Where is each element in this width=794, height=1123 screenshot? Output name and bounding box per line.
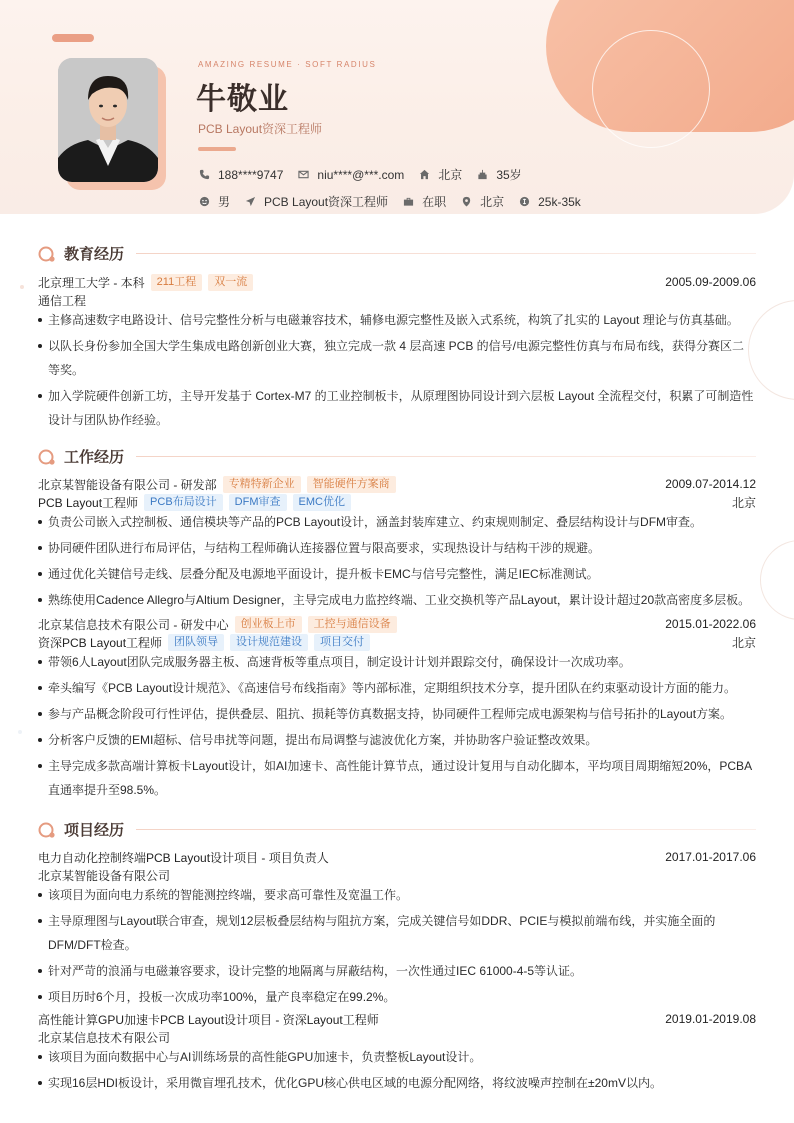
contact-email <box>297 168 404 182</box>
phone-text: 188****9747 <box>218 167 284 182</box>
job-date: 2009.07-2014.12 <box>665 477 756 491</box>
gender-text: 男 <box>218 195 231 209</box>
briefcase-icon <box>402 196 414 208</box>
job-city: 北京 <box>731 635 756 650</box>
list-item: 主修高速数字电路设计、信号完整性分析与电磁兼容技术，辅修电源完整性及嵌入式系统，构筑了扎实的 Layout 理论与仿真基础。 <box>38 308 756 332</box>
list-item: 实现16层HDI板设计，采用微盲埋孔技术，优化GPU核心供电区域的电源分配网络，将纹波噪声控制在±20mV以内。 <box>38 1071 756 1095</box>
section-icon <box>38 245 56 263</box>
title-underline <box>198 147 236 151</box>
profile-photo-frame <box>58 58 158 182</box>
list-item: 负责公司嵌入式控制板、通信模块等产品的PCB Layout设计，涵盖封装库建立、约束规则制定、叠层结构设计与DFM审查。 <box>38 510 756 534</box>
section-icon <box>38 448 56 466</box>
school-tag: 211工程 <box>151 274 203 291</box>
project-org: 北京某信息技术有限公司 <box>38 1030 171 1045</box>
list-item: 带领6人Layout团队完成服务器主板、高速背板等重点项目，制定设计计划并跟踪交付，确保设计一次成功率。 <box>38 650 756 674</box>
project-org-row <box>38 1028 756 1046</box>
email-text: niu****@***.com <box>317 167 405 182</box>
detail-gender <box>198 193 230 210</box>
list-item: 主导原理图与Layout联合审查，规划12层板叠层结构与阻抗方案，完成关键信号如DDR、PCIE与模拟前端布线，并实施全面的DFM/DFT检查。 <box>38 909 756 957</box>
section-divider <box>136 456 756 457</box>
job-entry-head <box>38 615 756 633</box>
list-item: 项目历时6个月，投板一次成功率100%，量产良率稳定在99.2%。 <box>38 985 756 1009</box>
list-item: 针对严苛的浪涌与电磁兼容要求，设计完整的地隔离与屏蔽结构，一次性通过IEC 61000-4-5等认证。 <box>38 959 756 983</box>
decorative-ring <box>592 30 710 148</box>
job-role-row <box>38 633 756 651</box>
role-tag: DFM审查 <box>229 494 287 511</box>
send-icon <box>244 196 256 208</box>
section-work-title <box>38 446 756 467</box>
list-item: 以队长身份参加全国大学生集成电路创新创业大赛，独立完成一款 4 层高速 PCB 的信号/电源完整性仿真与布局布线，获得分赛区二等奖。 <box>38 334 756 382</box>
section-education-title <box>38 243 756 264</box>
home-icon <box>418 169 430 181</box>
status-text: 在职 <box>422 195 447 209</box>
education-major-row <box>38 291 756 309</box>
city-text: 北京 <box>438 168 463 182</box>
decorative-ring-right-lower <box>760 540 794 620</box>
decorative-dot <box>18 730 22 734</box>
school-tag: 双一流 <box>208 274 253 291</box>
list-item: 协同硬件团队进行布局评估，与结构工程师确认连接器位置与限高要求，实现热设计与结构干涉的规避。 <box>38 536 756 560</box>
project-bullets <box>38 1045 756 1097</box>
job-role-row <box>38 493 756 511</box>
detail-location <box>460 193 504 210</box>
list-item: 分析客户反馈的EMI超标、信号串扰等问题，提出布局调整与滤波优化方案，并协助客户验证整改效果。 <box>38 728 756 752</box>
contact-row <box>198 166 536 183</box>
section-education-label: 教育经历 <box>64 246 125 263</box>
list-item: 通过优化关键信号走线、层叠分配及电源地平面设计，提升板卡EMC与信号完整性，满足IEC标准测试。 <box>38 562 756 586</box>
list-item: 牵头编写《PCB Layout设计规范》、《高速信号布线指南》等内部标准，定期组织技术分享，提升团队在约束驱动设计方面的能力。 <box>38 676 756 700</box>
candidate-name: 牛敬业 <box>196 83 289 116</box>
age-text: 35岁 <box>496 168 522 182</box>
education-major: 通信工程 <box>38 293 87 308</box>
header-banner <box>0 0 794 214</box>
job-bullets <box>38 650 756 804</box>
role-tag: 项目交付 <box>314 634 370 651</box>
education-entry-head <box>38 273 756 291</box>
role-tag: 设计规范建设 <box>230 634 308 651</box>
detail-salary <box>518 195 581 209</box>
position-text: PCB Layout资深工程师 <box>264 195 389 209</box>
cake-icon <box>476 169 488 181</box>
company-tag: 工控与通信设备 <box>308 616 397 633</box>
role-tag: PCB布局设计 <box>144 494 223 511</box>
section-divider <box>136 829 756 830</box>
role-tag: EMC优化 <box>293 494 351 511</box>
job-role: 资深PCB Layout工程师 <box>38 635 163 650</box>
list-item: 该项目为面向电力系统的智能测控终端，要求高可靠性及宽温工作。 <box>38 883 756 907</box>
project-date: 2017.01-2017.06 <box>665 850 756 864</box>
section-divider <box>136 253 756 254</box>
location-icon <box>460 196 472 208</box>
resume-tagline: AMAZING RESUME · SOFT RADIUS <box>198 60 377 69</box>
avatar-portrait <box>58 58 158 182</box>
company-name: 北京某信息技术有限公司 - 研发中心 <box>38 617 229 632</box>
section-icon <box>38 821 56 839</box>
contact-age <box>476 166 521 183</box>
project-name: 高性能计算GPU加速卡PCB Layout设计项目 - 资深Layout工程师 <box>38 1012 379 1027</box>
job-bullets <box>38 510 756 614</box>
salary-text: 25k-35k <box>538 194 581 209</box>
job-date: 2015.01-2022.06 <box>665 617 756 631</box>
project-date: 2019.01-2019.08 <box>665 1012 756 1026</box>
project-entry-head <box>38 848 756 866</box>
section-work-label: 工作经历 <box>64 449 125 466</box>
list-item: 该项目为面向数据中心与AI训练场景的高性能GPU加速卡，负责整板Layout设计。 <box>38 1045 756 1069</box>
accent-bar <box>52 34 94 42</box>
contact-phone <box>198 168 283 182</box>
mail-icon <box>297 169 309 181</box>
detail-position <box>244 193 388 210</box>
list-item: 参与产品概念阶段可行性评估，提供叠层、阻抗、损耗等仿真数据支持，协同硬件工程师完成电源架构与信号拓扑的Layout方案。 <box>38 702 756 726</box>
section-projects-title <box>38 819 756 840</box>
school-name: 北京理工大学 - 本科 <box>38 275 145 290</box>
job-role: PCB Layout工程师 <box>38 495 139 510</box>
list-item: 加入学院硬件创新工坊，主导开发基于 Cortex-M7 的工业控制板卡，从原理图协同设计到六层板 Layout 全流程交付，积累了可制造性设计与团队协作经验。 <box>38 384 756 432</box>
project-org: 北京某智能设备有限公司 <box>38 868 171 883</box>
decorative-dot <box>20 285 24 289</box>
phone-icon <box>198 169 210 181</box>
salary-icon <box>518 196 530 208</box>
education-bullets <box>38 308 756 434</box>
project-bullets <box>38 883 756 1011</box>
contact-city <box>418 166 462 183</box>
detail-status <box>402 193 446 210</box>
role-tag: 团队领导 <box>168 634 224 651</box>
avatar <box>58 58 158 182</box>
job-entry-head <box>38 475 756 493</box>
job-city: 北京 <box>731 495 756 510</box>
gender-icon <box>198 196 210 208</box>
candidate-title: PCB Layout资深工程师 <box>198 122 323 136</box>
project-name: 电力自动化控制终端PCB Layout设计项目 - 项目负责人 <box>38 850 329 865</box>
company-tag: 智能硬件方案商 <box>307 476 396 493</box>
project-org-row <box>38 866 756 884</box>
company-name: 北京某智能设备有限公司 - 研发部 <box>38 477 217 492</box>
education-date: 2005.09-2009.06 <box>665 275 756 289</box>
list-item: 主导完成多款高端计算板卡Layout设计，如AI加速卡、高性能计算节点，通过设计复用与自动化脚本，平均项目周期缩短20%，PCBA直通率提升至98.5%。 <box>38 754 756 802</box>
detail-row <box>198 193 595 210</box>
project-entry-head <box>38 1010 756 1028</box>
company-tag: 创业板上市 <box>235 616 302 633</box>
section-projects-label: 项目经历 <box>64 822 125 839</box>
list-item: 熟练使用Cadence Allegro与Altium Designer，主导完成电力监控终端、工业交换机等产品Layout，累计设计超过20款高密度多层板。 <box>38 588 756 612</box>
company-tag: 专精特新企业 <box>223 476 301 493</box>
location-text: 北京 <box>480 195 505 209</box>
